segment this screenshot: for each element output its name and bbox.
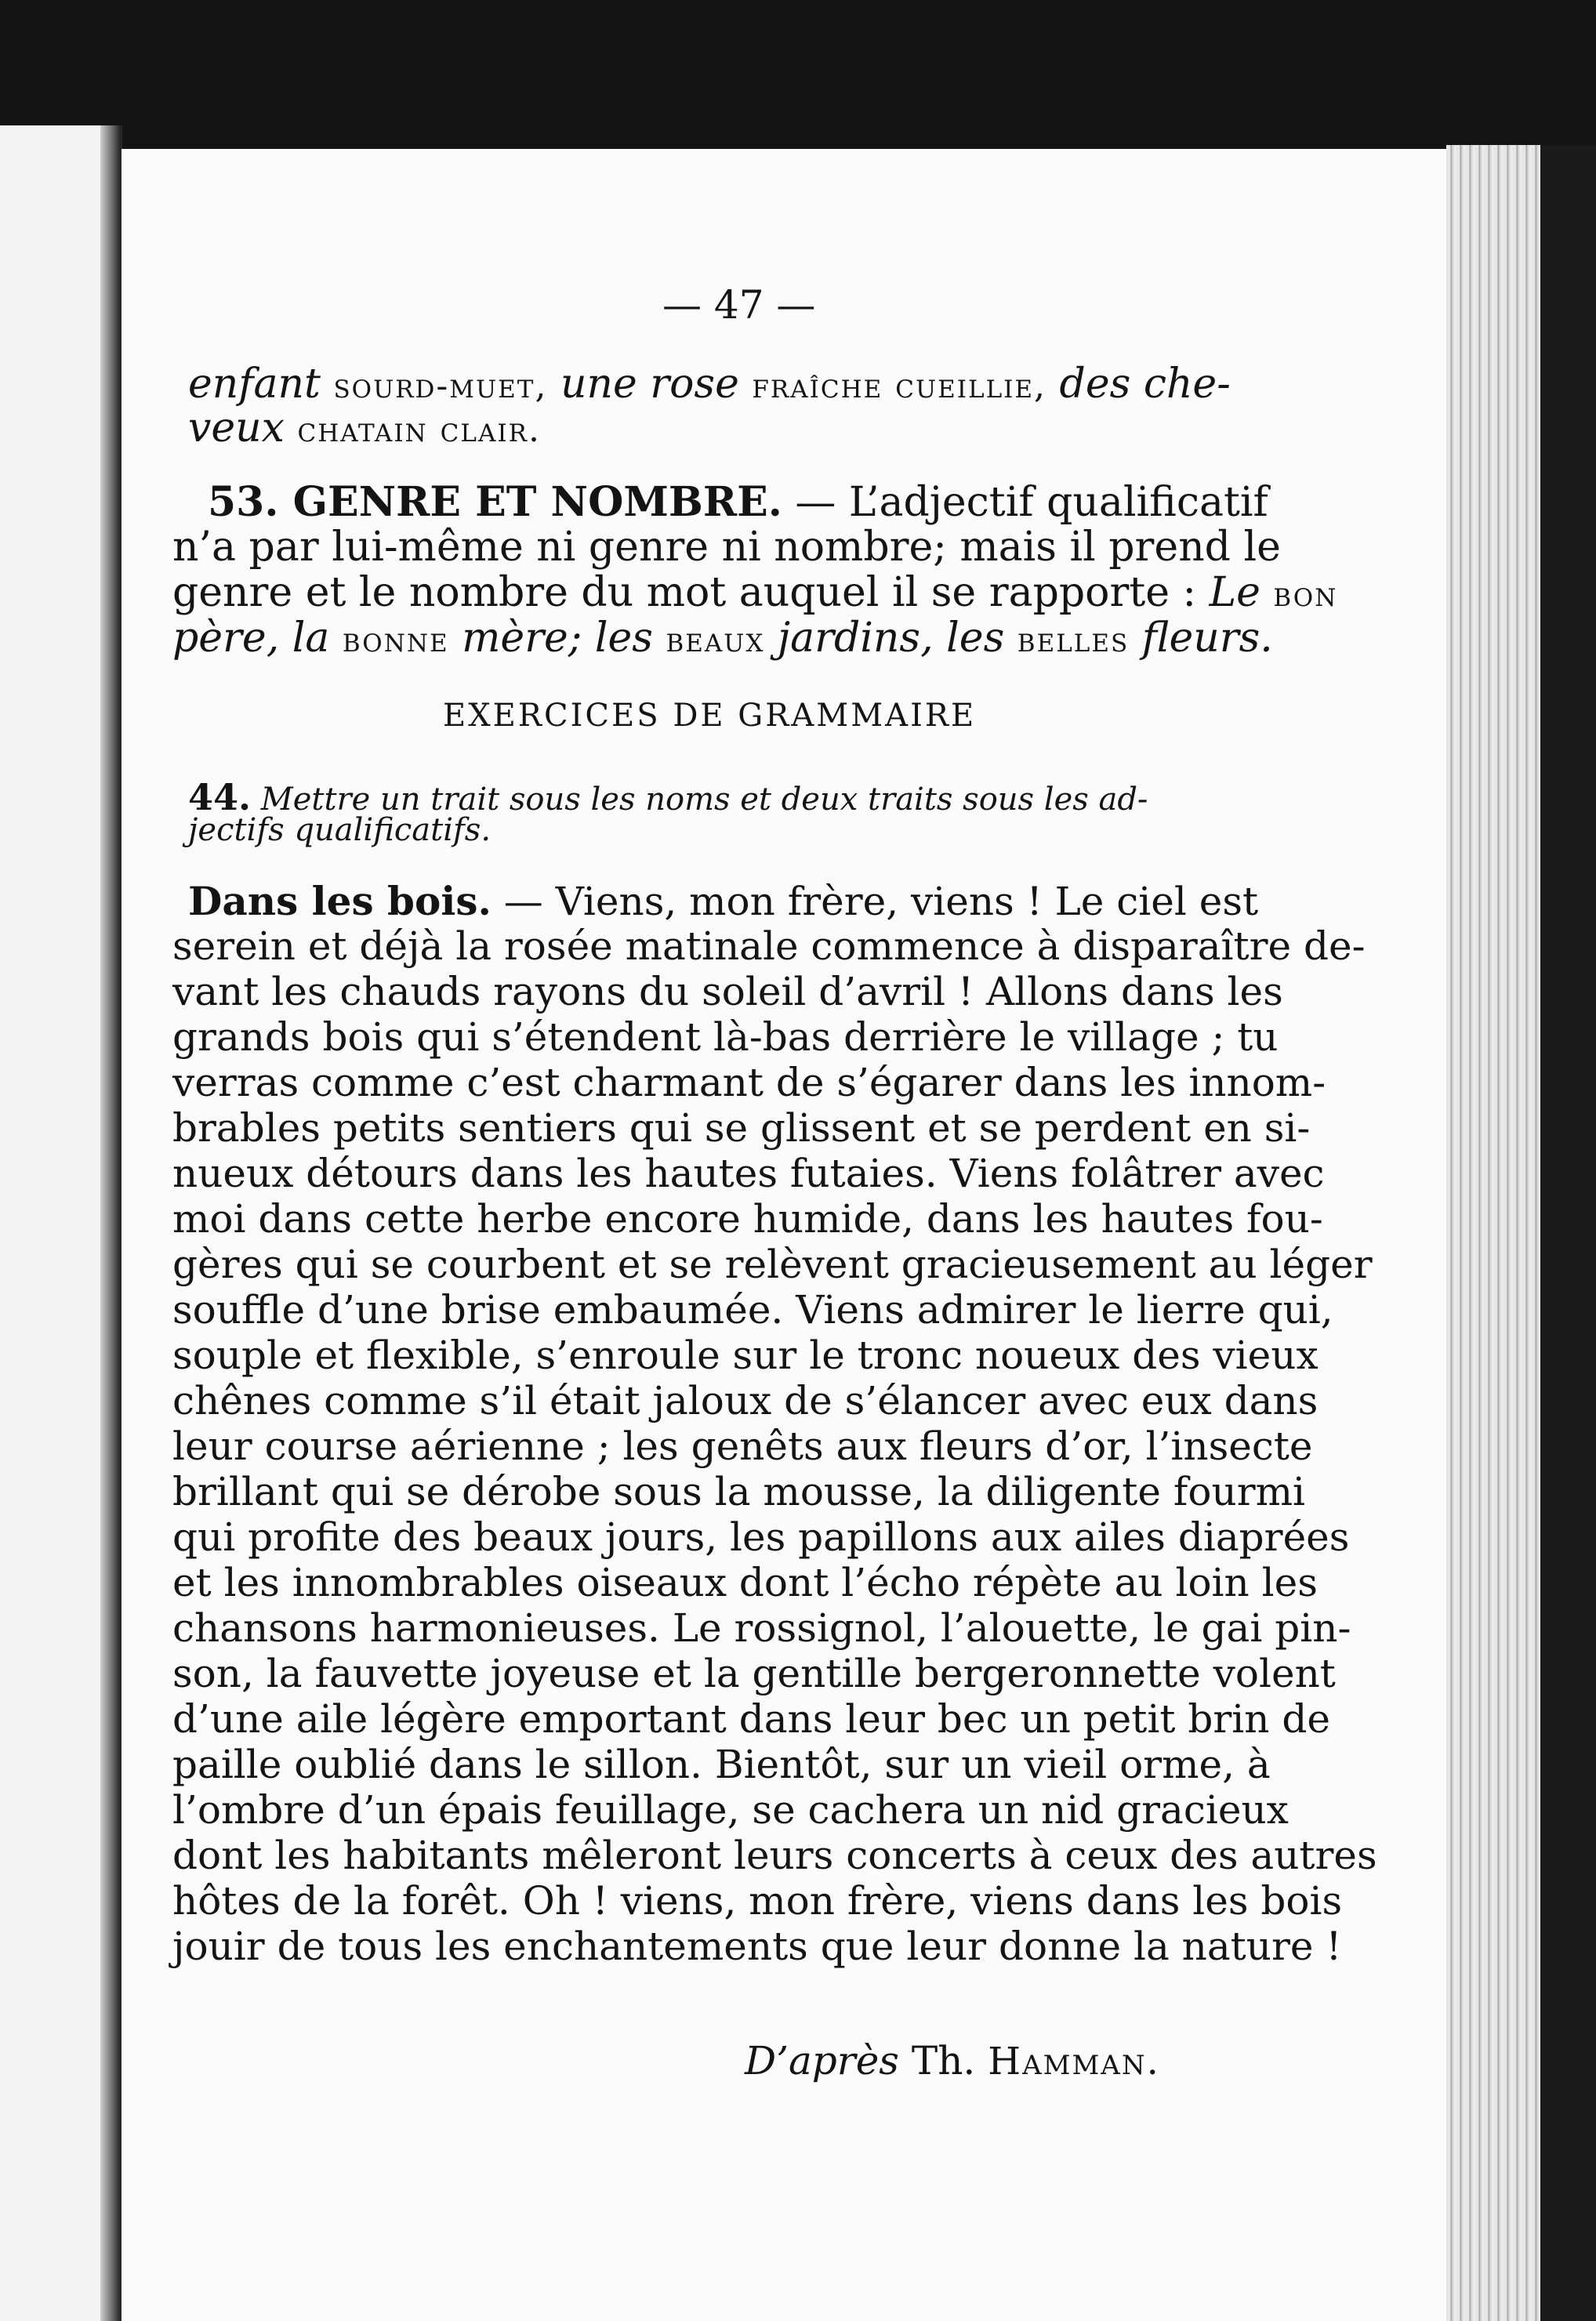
body-line: moi dans cette herbe encore humide, dans les hautes fou- — [172, 1196, 1323, 1242]
background-shadow — [1540, 145, 1596, 2321]
body-line: jouir de tous les enchantements que leur donne la nature ! — [172, 1924, 1342, 1969]
body-line-1 — [188, 878, 1258, 924]
exercise-44-number: 44. — [188, 776, 252, 818]
section-53-example: Le — [1209, 569, 1260, 616]
page-number: — 47 — — [662, 282, 816, 328]
body-line: verras comme c’est charmant de s’égarer dans les innom- — [172, 1060, 1326, 1105]
section-53-example: jardins, les — [778, 615, 1005, 662]
body-line: d’une aile légère emportant dans leur bec un petit brin de — [172, 1696, 1330, 1742]
section-53-example: père, la — [172, 615, 330, 662]
section-53-example: fleurs. — [1141, 615, 1273, 662]
body-line: dont les habitants mêleront leurs concerts à ceux des autres — [172, 1833, 1377, 1878]
intro-small-caps: chatain clair. — [297, 410, 541, 450]
section-53-line-2: n’a par lui-même ni genre ni nombre; mais il prend le — [172, 524, 1281, 571]
section-53-example: mère; les — [462, 615, 653, 662]
body-line: souffle d’une brise embaumée. Viens admirer le lierre qui, — [172, 1287, 1333, 1333]
body-line: gères qui se courbent et se relèvent gracieusement au léger — [172, 1242, 1373, 1287]
section-53-example-sc: bon — [1273, 575, 1338, 615]
section-53-example-sc: bonne — [342, 620, 449, 660]
intro-small-caps: sourd-muet, — [333, 366, 548, 406]
intro-small-caps: fraîche cueillie, — [752, 366, 1047, 406]
intro-word: une rose — [560, 361, 739, 408]
body-line: l’ombre d’un épais feuillage, se cachera un nid gracieux — [172, 1787, 1289, 1833]
body-line: brables petits sentiers qui se glissent et se perdent en si- — [172, 1105, 1311, 1151]
body-line: son, la fauvette joyeuse et la gentille bergeronnette volent — [172, 1651, 1336, 1696]
body-line: chansons harmonieuses. Le rossignol, l’alouette, le gai pin- — [172, 1605, 1351, 1651]
attribution-author-name: Hamman. — [988, 2040, 1160, 2083]
intro-word: des che- — [1059, 361, 1231, 408]
body-line: et les innombrables oiseaux dont l’écho répète au loin les — [172, 1560, 1318, 1605]
book-gutter — [100, 125, 121, 2321]
exercise-44-instruction: Mettre un trait sous les noms et deux traits sous les ad- — [260, 782, 1148, 818]
intro-word: veux — [188, 404, 285, 452]
attribution-prefix: D’après — [745, 2038, 899, 2083]
text-title: Dans les bois. — [188, 878, 491, 924]
book-page — [122, 149, 1446, 2321]
exercises-heading: EXERCICES DE GRAMMAIRE — [443, 698, 977, 734]
intro-line-1 — [188, 361, 1231, 408]
body-line: chênes comme s’il était jaloux de s’élancer avec eux dans — [172, 1378, 1319, 1423]
attribution — [745, 2038, 1160, 2083]
body-line: souple et flexible, s’enroule sur le tronc noueux des vieux — [172, 1333, 1319, 1378]
intro-word: enfant — [188, 361, 321, 408]
body-line: qui profite des beaux jours, les papillons aux ailes diaprées — [172, 1514, 1350, 1560]
section-53-line-4 — [172, 615, 1273, 662]
body-line: vant les chauds rayons du soleil d’avril ! Allons dans les — [172, 969, 1283, 1014]
body-line: paille oublié dans le sillon. Bientôt, sur un vieil orme, à — [172, 1742, 1271, 1787]
page-stack-edge — [1446, 145, 1540, 2321]
section-53-text: genre et le nombre du mot auquel il se rapporte : — [172, 569, 1197, 616]
section-53-example-sc: beaux — [666, 620, 765, 660]
section-53-title: 53. GENRE ET NOMBRE. — [208, 478, 782, 526]
section-53-text: — L’adjectif qualificatif — [795, 479, 1268, 526]
body-line: hôtes de la forêt. Oh ! viens, mon frère, viens dans les bois — [172, 1878, 1343, 1924]
body-line: serein et déjà la rosée matinale commence à disparaître de- — [172, 923, 1366, 969]
section-53-example-sc: belles — [1017, 620, 1130, 660]
exercise-44-line-2: jectifs qualificatifs. — [188, 812, 491, 848]
body-line: leur course aérienne ; les genêts aux fleurs d’or, l’insecte — [172, 1423, 1313, 1469]
section-53-line-1 — [208, 478, 1268, 526]
intro-line-2 — [188, 404, 541, 452]
body-line: nueux détours dans les hautes futaies. Viens folâtrer avec — [172, 1151, 1325, 1196]
attribution-author-initial: Th. — [911, 2038, 976, 2083]
body-line: brillant qui se dérobe sous la mousse, la diligente fourmi — [172, 1469, 1305, 1514]
section-53-line-3 — [172, 569, 1337, 616]
body-text: — Viens, mon frère, viens ! Le ciel est — [503, 879, 1259, 924]
body-line: grands bois qui s’étendent là-bas derrière le village ; tu — [172, 1014, 1279, 1060]
